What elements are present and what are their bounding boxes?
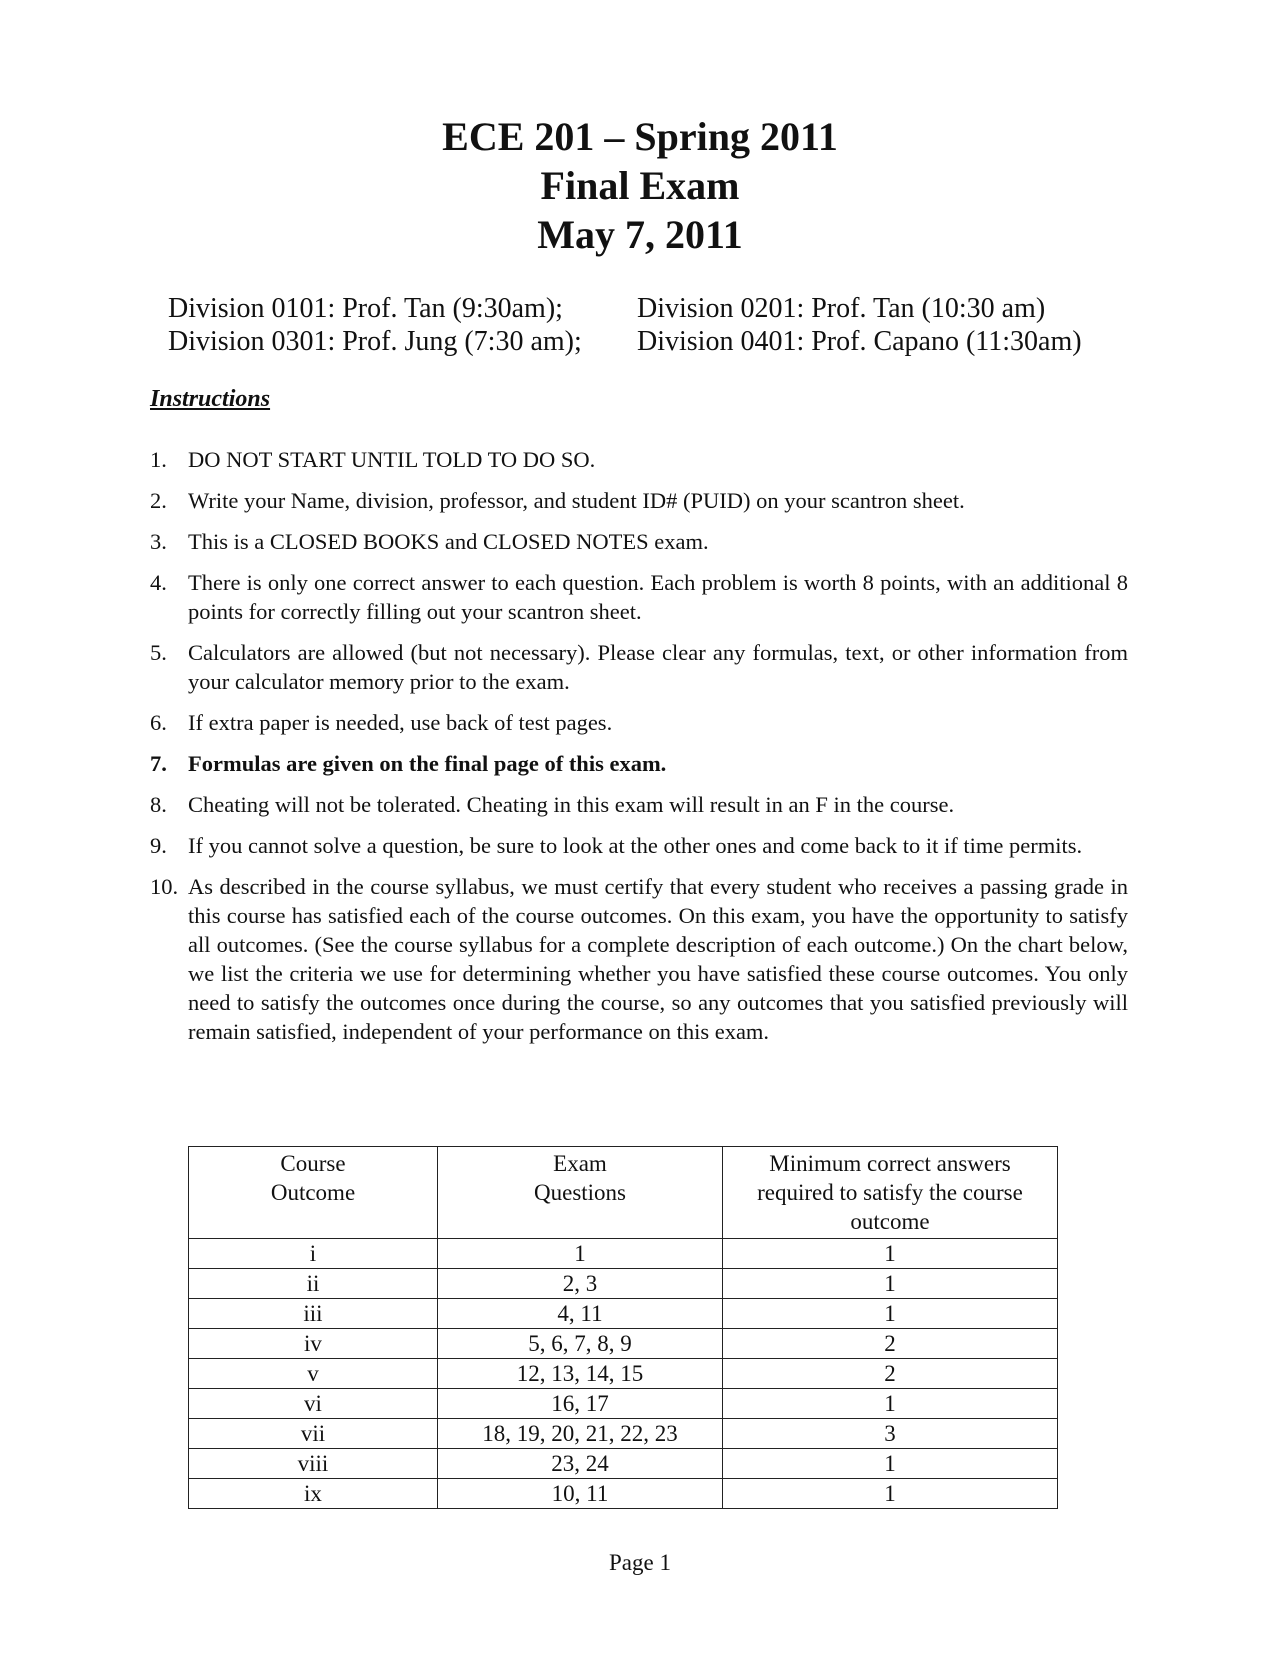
instruction-item [150, 831, 1128, 860]
item-number: 2. [150, 488, 167, 513]
instruction-item [150, 638, 1128, 696]
cell-questions: 12, 13, 14, 15 [438, 1359, 723, 1389]
table-row [189, 1329, 1058, 1359]
instruction-item [150, 790, 1128, 819]
cell-minimum: 1 [723, 1389, 1058, 1419]
header-course-outcome: Course Outcome [189, 1147, 438, 1239]
instruction-item [150, 872, 1128, 1046]
item-number: 9. [150, 833, 167, 858]
exam-date: May 7, 2011 [537, 212, 743, 257]
item-text: This is a CLOSED BOOKS and CLOSED NOTES exam. [188, 529, 709, 554]
table-header-row [189, 1147, 1058, 1239]
item-number: 6. [150, 710, 167, 735]
cell-minimum: 1 [723, 1479, 1058, 1509]
cell-questions: 2, 3 [438, 1269, 723, 1299]
item-text: Write your Name, division, professor, and student ID# (PUID) on your scantron sheet. [188, 488, 965, 513]
division-0301: Division 0301: Prof. Jung (7:30 am); [168, 326, 582, 357]
exam-title: Final Exam [540, 163, 740, 208]
cell-minimum: 1 [723, 1269, 1058, 1299]
item-number: 5. [150, 640, 167, 665]
cell-outcome: ix [189, 1479, 438, 1509]
table-row [189, 1479, 1058, 1509]
item-text: There is only one correct answer to each question. Each problem is worth 8 points, with an additional 8 points for correctly filling out your scantron sheet. [188, 570, 1128, 624]
page-number: Page 1 [609, 1550, 671, 1575]
item-number: 1. [150, 447, 167, 472]
item-number: 7. [150, 751, 167, 776]
cell-outcome: ii [189, 1269, 438, 1299]
table-row [189, 1239, 1058, 1269]
instruction-item [150, 486, 1128, 515]
outcomes-table [188, 1146, 1058, 1509]
table-row [189, 1419, 1058, 1449]
item-number: 10. [150, 874, 179, 899]
table-row [189, 1269, 1058, 1299]
item-text: Calculators are allowed (but not necessary). Please clear any formulas, text, or other information from your calculator memory prior to the exam. [188, 640, 1128, 694]
cell-outcome: iii [189, 1299, 438, 1329]
cell-minimum: 1 [723, 1239, 1058, 1269]
item-number: 3. [150, 529, 167, 554]
title-block [0, 112, 1280, 259]
table-row [189, 1449, 1058, 1479]
item-text: Cheating will not be tolerated. Cheating in this exam will result in an F in the course. [188, 792, 955, 817]
instruction-item-formulas [150, 749, 1128, 778]
item-text: As described in the course syllabus, we must certify that every student who receives a passing grade in this course has satisfied each of the course outcomes. On this exam, you have the opportunity to satisfy all outcomes. (See the course syllabus for a complete description of each outcome.) On the chart below, we list the criteria we use for determining whether you have satisfied these course outcomes. You only need to satisfy the outcomes once during the course, so any outcomes that you satisfied previously will remain satisfied, independent of your performance on this exam. [188, 874, 1128, 1044]
cell-questions: 23, 24 [438, 1449, 723, 1479]
division-0201: Division 0201: Prof. Tan (10:30 am) [637, 293, 1046, 324]
table-row [189, 1389, 1058, 1419]
cell-outcome: vi [189, 1389, 438, 1419]
cell-outcome: v [189, 1359, 438, 1389]
item-number: 8. [150, 792, 167, 817]
cell-questions: 16, 17 [438, 1389, 723, 1419]
instruction-item [150, 527, 1128, 556]
item-number: 4. [150, 570, 167, 595]
instruction-item [150, 708, 1128, 737]
cell-questions: 1 [438, 1239, 723, 1269]
cell-outcome: vii [189, 1419, 438, 1449]
cell-minimum: 1 [723, 1449, 1058, 1479]
instruction-item [150, 445, 1128, 474]
cell-minimum: 3 [723, 1419, 1058, 1449]
cell-minimum: 1 [723, 1299, 1058, 1329]
instruction-item [150, 568, 1128, 626]
header-minimum-correct: Minimum correct answers required to satisfy the course outcome [723, 1147, 1058, 1239]
cell-outcome: viii [189, 1449, 438, 1479]
item-text: If you cannot solve a question, be sure to look at the other ones and come back to it if time permits. [188, 833, 1083, 858]
item-text: Formulas are given on the final page of this exam. [188, 751, 667, 776]
course-title: ECE 201 – Spring 2011 [442, 114, 838, 159]
cell-outcome: i [189, 1239, 438, 1269]
instructions-heading: Instructions [150, 386, 271, 412]
table-row [189, 1359, 1058, 1389]
cell-questions: 4, 11 [438, 1299, 723, 1329]
cell-questions: 5, 6, 7, 8, 9 [438, 1329, 723, 1359]
cell-minimum: 2 [723, 1329, 1058, 1359]
item-text: If extra paper is needed, use back of test pages. [188, 710, 613, 735]
division-0101: Division 0101: Prof. Tan (9:30am); [168, 293, 563, 324]
table-row [189, 1299, 1058, 1329]
cell-minimum: 2 [723, 1359, 1058, 1389]
cell-outcome: iv [189, 1329, 438, 1359]
cell-questions: 10, 11 [438, 1479, 723, 1509]
cell-questions: 18, 19, 20, 21, 22, 23 [438, 1419, 723, 1449]
item-text: DO NOT START UNTIL TOLD TO DO SO. [188, 447, 596, 472]
division-0401: Division 0401: Prof. Capano (11:30am) [637, 326, 1082, 357]
header-exam-questions: Exam Questions [438, 1147, 723, 1239]
instructions-list [150, 445, 1128, 1058]
